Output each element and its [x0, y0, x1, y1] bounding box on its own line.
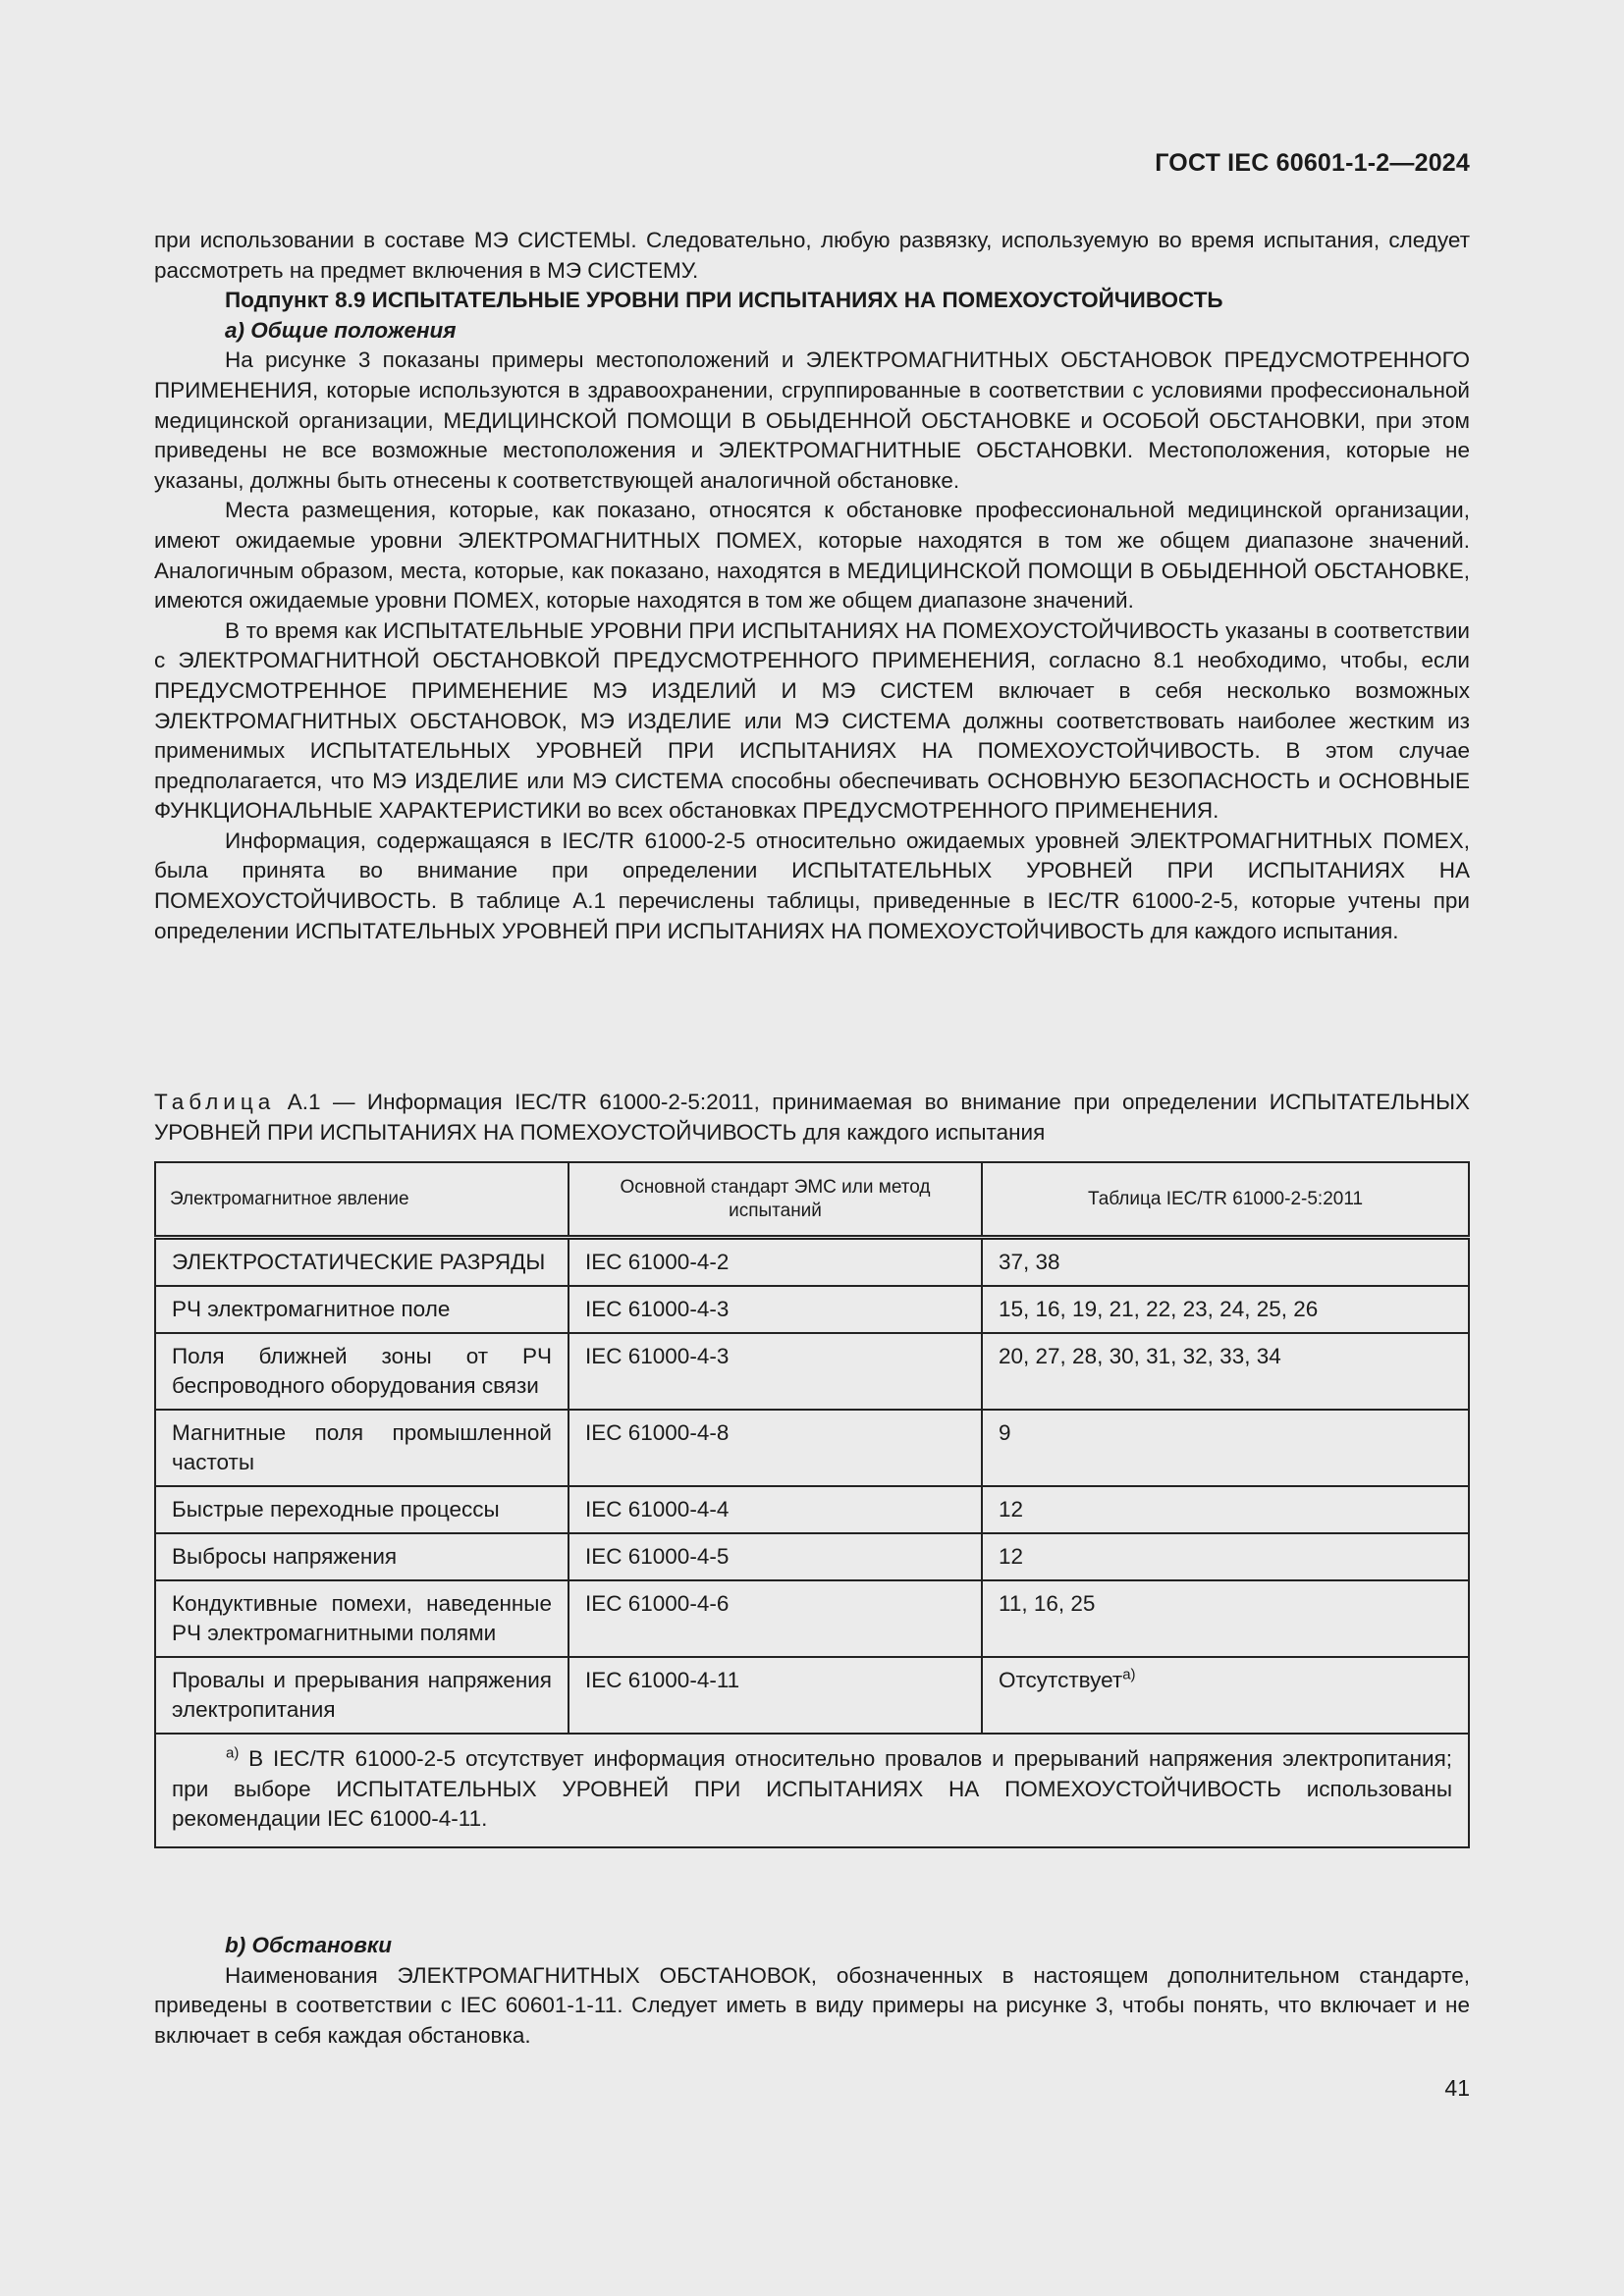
column-header: Таблица IEC/TR 61000-2-5:2011: [982, 1162, 1469, 1238]
table-row: [155, 1286, 1469, 1333]
table-cell: 12: [982, 1486, 1469, 1533]
table-cell: Провалы и прерывания напряжения электропитания: [155, 1657, 568, 1734]
table-cell: IEC 61000-4-3: [568, 1286, 982, 1333]
table-cell: Магнитные поля промышленной частоты: [155, 1410, 568, 1486]
footnote-marker: a): [1122, 1666, 1136, 1683]
table-cell: Поля ближней зоны от РЧ беспроводного оборудования связи: [155, 1333, 568, 1410]
body-text: [154, 226, 1470, 946]
section-heading-b: b) Обстановки: [225, 1933, 393, 1957]
table-cell: 11, 16, 25: [982, 1580, 1469, 1657]
table-row: [155, 1486, 1469, 1533]
table-cell: IEC 61000-4-8: [568, 1410, 982, 1486]
table-cell: IEC 61000-4-11: [568, 1657, 982, 1734]
table-caption: [154, 1088, 1470, 1148]
table-row: [155, 1533, 1469, 1580]
table-cell: IEC 61000-4-3: [568, 1333, 982, 1410]
table-cell: 12: [982, 1533, 1469, 1580]
table-cell: ЭЛЕКТРОСТАТИЧЕСКИЕ РАЗРЯДЫ: [155, 1238, 568, 1287]
emc-table: [154, 1161, 1470, 1848]
paragraph: На рисунке 3 показаны примеры местоположений и ЭЛЕКТРОМАГНИТНЫХ ОБСТАНОВОК ПРЕДУСМОТРЕННОГО ПРИМЕНЕНИЯ, которые используются в здравоохранении, сгруппированные в соответствии с условиями профессиональной медицинской организации, МЕДИЦИНСКОЙ ПОМОЩИ В ОБЫДЕННОЙ ОБСТАНОВКЕ и ОСОБОЙ ОБСТАНОВКИ, при этом приведены не все возможные местоположения и ЭЛЕКТРОМАГНИТНЫЕ ОБСТАНОВКИ. Местоположения, которые не указаны, должны быть отнесены к соответствующей аналогичной обстановке.: [154, 347, 1470, 493]
table-row: [155, 1238, 1469, 1287]
footnote-marker: a): [226, 1744, 240, 1762]
footnote-text: В IEC/TR 61000-2-5 отсутствует информация относительно провалов и прерываний напряжения электропитания; при выборе ИСПЫТАТЕЛЬНЫХ УРОВНЕЙ ПРИ ИСПЫТАНИЯХ НА ПОМЕХОУСТОЙЧИВОСТЬ использованы рекомендации IEC 61000-4-11.: [172, 1746, 1452, 1832]
table-footnote-row: [155, 1734, 1469, 1847]
table-cell: IEC 61000-4-6: [568, 1580, 982, 1657]
table-cell: РЧ электромагнитное поле: [155, 1286, 568, 1333]
document-page: [154, 0, 1470, 2296]
section-heading-a: а) Общие положения: [225, 317, 457, 343]
paragraph: Информация, содержащаяся в IEC/TR 61000-2-5 относительно ожидаемых уровней ЭЛЕКТРОМАГНИТНЫХ ПОМЕХ, была принята во внимание при определении ИСПЫТАТЕЛЬНЫХ УРОВНЕЙ ПРИ ИСПЫТАНИЯХ НА ПОМЕХОУСТОЙЧИВОСТЬ. В таблице А.1 перечислены таблицы, приведенные в IEC/TR 61000-2-5, которые учтены при определении ИСПЫТАТЕЛЬНЫХ УРОВНЕЙ ПРИ ИСПЫТАНИЯХ НА ПОМЕХОУСТОЙЧИВОСТЬ для каждого испытания.: [154, 828, 1470, 943]
table-cell: 37, 38: [982, 1238, 1469, 1287]
table-cell: IEC 61000-4-2: [568, 1238, 982, 1287]
table-cell: Выбросы напряжения: [155, 1533, 568, 1580]
column-header: Электромагнитное явление: [155, 1162, 568, 1238]
section-b: [154, 1931, 1470, 2051]
table-cell: 9: [982, 1410, 1469, 1486]
table-cell: Быстрые переходные процессы: [155, 1486, 568, 1533]
subclause-heading: Подпункт 8.9 ИСПЫТАТЕЛЬНЫЕ УРОВНИ ПРИ ИСПЫТАНИЯХ НА ПОМЕХОУСТОЙЧИВОСТЬ: [225, 288, 1223, 313]
cell-text: Отсутствует: [999, 1668, 1123, 1692]
table-footnote: [155, 1734, 1469, 1847]
page-number: 41: [1444, 2075, 1470, 2101]
table-row: [155, 1657, 1469, 1734]
table-cell: Кондуктивные помехи, наведенные РЧ электромагнитными полями: [155, 1580, 568, 1657]
table-cell: IEC 61000-4-4: [568, 1486, 982, 1533]
table-row: [155, 1580, 1469, 1657]
paragraph: Наименования ЭЛЕКТРОМАГНИТНЫХ ОБСТАНОВОК, обозначенных в настоящем дополнительном стандарте, приведены в соответствии с IEC 60601-1-11. Следует иметь в виду примеры на рисунке 3, чтобы понять, что включает и не включает в себя каждая обстановка.: [154, 1962, 1470, 2048]
column-header: Основной стандарт ЭМС или метод испытаний: [568, 1162, 982, 1238]
paragraph: Места размещения, которые, как показано, относятся к обстановке профессиональной медицинской организации, имеют ожидаемые уровни ЭЛЕКТРОМАГНИТНЫХ ПОМЕХ, которые находятся в том же общем диапазоне значений. Аналогичным образом, места, которые, как показано, находятся в МЕДИЦИНСКОЙ ПОМОЩИ В ОБЫДЕННОЙ ОБСТАНОВКЕ, имеются ожидаемые уровни ПОМЕХ, которые находятся в том же общем диапазоне значений.: [154, 498, 1470, 614]
table-caption-text: А.1 — Информация IEC/TR 61000-2-5:2011, принимаемая во внимание при определении ИСПЫТАТЕЛЬНЫХ УРОВНЕЙ ПРИ ИСПЫТАНИЯХ НА ПОМЕХОУСТОЙЧИВОСТЬ для каждого испытания: [154, 1090, 1470, 1145]
table-label: Таблица: [154, 1090, 276, 1114]
table-cell: IEC 61000-4-5: [568, 1533, 982, 1580]
table-cell: 20, 27, 28, 30, 31, 32, 33, 34: [982, 1333, 1469, 1410]
table-row: [155, 1410, 1469, 1486]
table-cell-with-footnote: [982, 1657, 1469, 1734]
document-header: ГОСТ IEC 60601-1-2—2024: [1155, 149, 1470, 177]
paragraph: В то время как ИСПЫТАТЕЛЬНЫЕ УРОВНИ ПРИ ИСПЫТАНИЯХ НА ПОМЕХОУСТОЙЧИВОСТЬ указаны в соответствии с ЭЛЕКТРОМАГНИТНОЙ ОБСТАНОВКОЙ ПРЕДУСМОТРЕННОГО ПРИМЕНЕНИЯ, согласно 8.1 необходимо, чтобы, если ПРЕДУСМОТРЕННОЕ ПРИМЕНЕНИЕ МЭ ИЗДЕЛИЙ И МЭ СИСТЕМ включает в себя несколько возможных ЭЛЕКТРОМАГНИТНЫХ ОБСТАНОВОК, МЭ ИЗДЕЛИЕ или МЭ СИСТЕМА должны соответствовать наиболее жестким из применимых ИСПЫТАТЕЛЬНЫХ УРОВНЕЙ ПРИ ИСПЫТАНИЯХ НА ПОМЕХОУСТОЙЧИВОСТЬ. В этом случае предполагается, что МЭ ИЗДЕЛИЕ или МЭ СИСТЕМА способны обеспечивать ОСНОВНУЮ БЕЗОПАСНОСТЬ и ОСНОВНЫЕ ФУНКЦИОНАЛЬНЫЕ ХАРАКТЕРИСТИКИ во всех обстановках ПРЕДУСМОТРЕННОГО ПРИМЕНЕНИЯ.: [154, 617, 1470, 824]
table-row: [155, 1333, 1469, 1410]
table-cell: 15, 16, 19, 21, 22, 23, 24, 25, 26: [982, 1286, 1469, 1333]
table-header-row: [155, 1162, 1469, 1238]
paragraph: при использовании в составе МЭ СИСТЕМЫ. Следовательно, любую развязку, используемую во время испытания, следует рассмотреть на предмет включения в МЭ СИСТЕМУ.: [154, 228, 1470, 283]
